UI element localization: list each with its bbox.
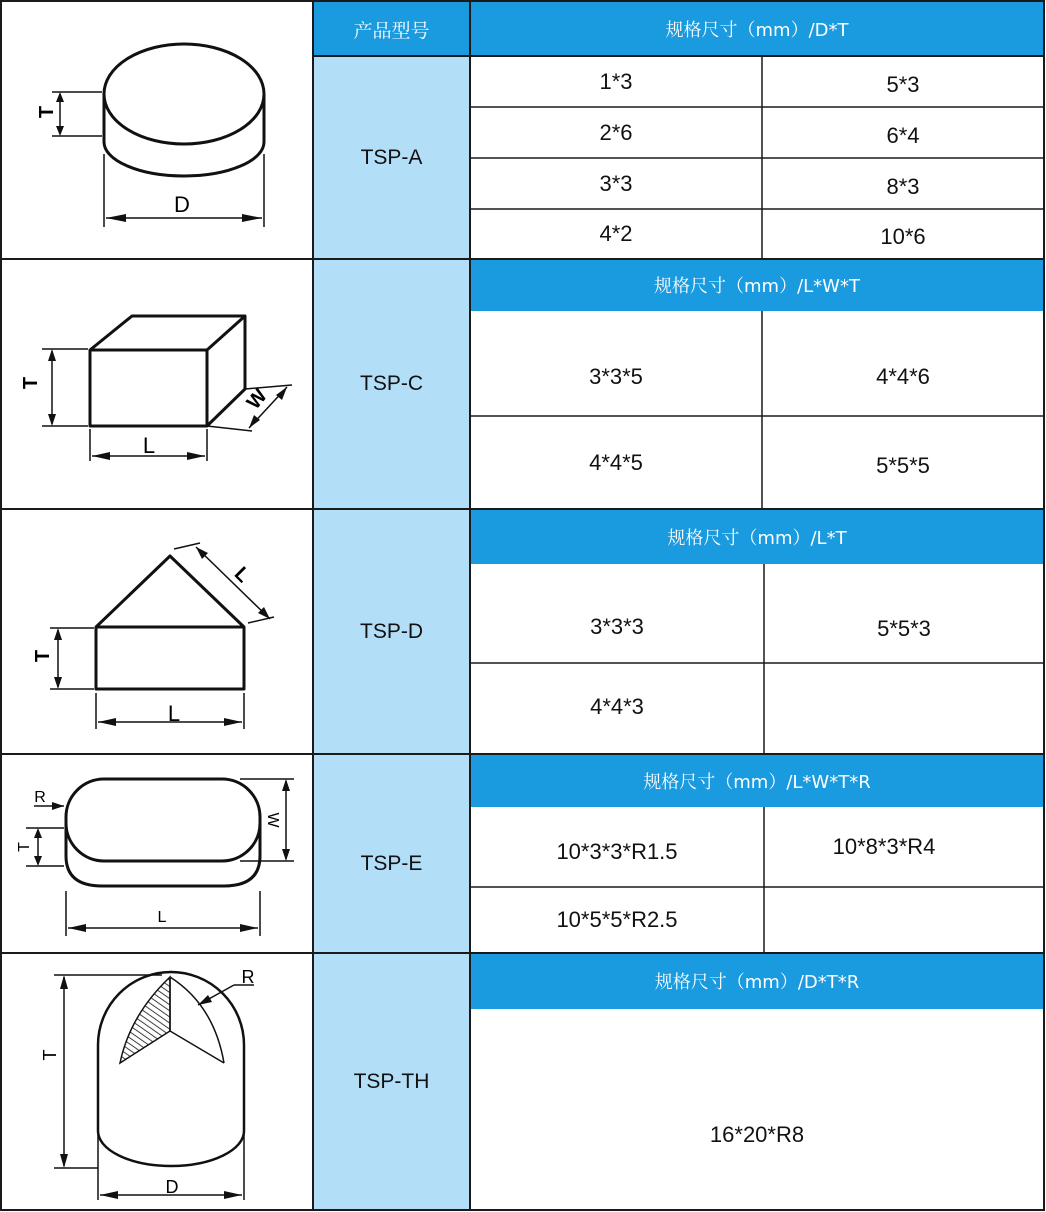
value-cell: 10*8*3*R4 [832,834,936,859]
dim-label-d: D [174,192,190,217]
value-cell: 4*4*5 [589,449,643,475]
value-cell: 1*3 [599,68,633,94]
value-cell: 10*5*5*R2.5 [556,907,678,932]
figure-tsp-d-prism [2,511,312,752]
dim-label-t: T [36,105,58,119]
spec-label-tsp-d: 规格尺寸（mm）/L*T [470,509,1044,564]
model-tsp-th: TSP-TH [313,953,470,1210]
dim-label-r: R [34,789,46,806]
dim-label-l-side: L [229,562,255,588]
value-cell: 3*3*5 [589,363,643,389]
header-spec-label-a: 规格尺寸（mm）/D*T [470,2,1044,56]
value-cell-empty [764,887,1044,953]
value-cell: 4*4*6 [876,363,930,389]
dim-label-t: T [32,649,54,663]
dim-label-t: T [20,376,42,390]
value-cell: 5*3 [886,71,920,97]
spec-label-tsp-th: 规格尺寸（mm）/D*T*R [470,953,1044,1009]
model-tsp-a: TSP-A [313,56,470,259]
value-cell: 2*6 [599,119,633,145]
figure-tsp-c-cuboid [2,261,312,507]
value-cell: 10*6 [880,224,926,249]
dim-label-l: L [157,909,167,926]
header-model-label: 产品型号 [313,2,470,56]
value-cell: 5*5*5 [876,452,930,478]
dim-label-t: T [16,842,33,852]
dim-label-w: W [264,812,281,828]
value-cell-empty [764,663,1044,754]
value-cell: 10*3*3*R1.5 [556,839,678,864]
model-tsp-c: TSP-C [313,259,470,509]
model-tsp-e: TSP-E [313,754,470,953]
value-cell: 4*4*3 [590,693,644,719]
dim-label-r: R [241,967,255,987]
dim-label-l-bottom: L [167,701,181,726]
figure-tsp-th-dome [2,955,312,1208]
dim-label-w: W [242,385,272,414]
value-cell: 5*5*3 [877,615,931,641]
figure-tsp-e-rounded-block [2,756,312,951]
dim-label-d: D [165,1177,179,1197]
value-cell: 3*3 [599,170,633,196]
dim-label-l: L [142,433,156,458]
figure-tsp-a-cylinder [2,2,312,258]
spec-label-tsp-c: 规格尺寸（mm）/L*W*T [470,259,1044,311]
dim-label-t: T [40,1049,60,1061]
model-tsp-d: TSP-D [313,509,470,754]
value-cell: 8*3 [886,173,920,199]
value-cell: 16*20*R8 [709,1121,805,1147]
value-cell: 3*3*3 [590,613,644,639]
value-cell: 6*4 [886,122,920,148]
spec-label-tsp-e: 规格尺寸（mm）/L*W*T*R [470,754,1044,807]
value-cell: 4*2 [599,221,633,246]
